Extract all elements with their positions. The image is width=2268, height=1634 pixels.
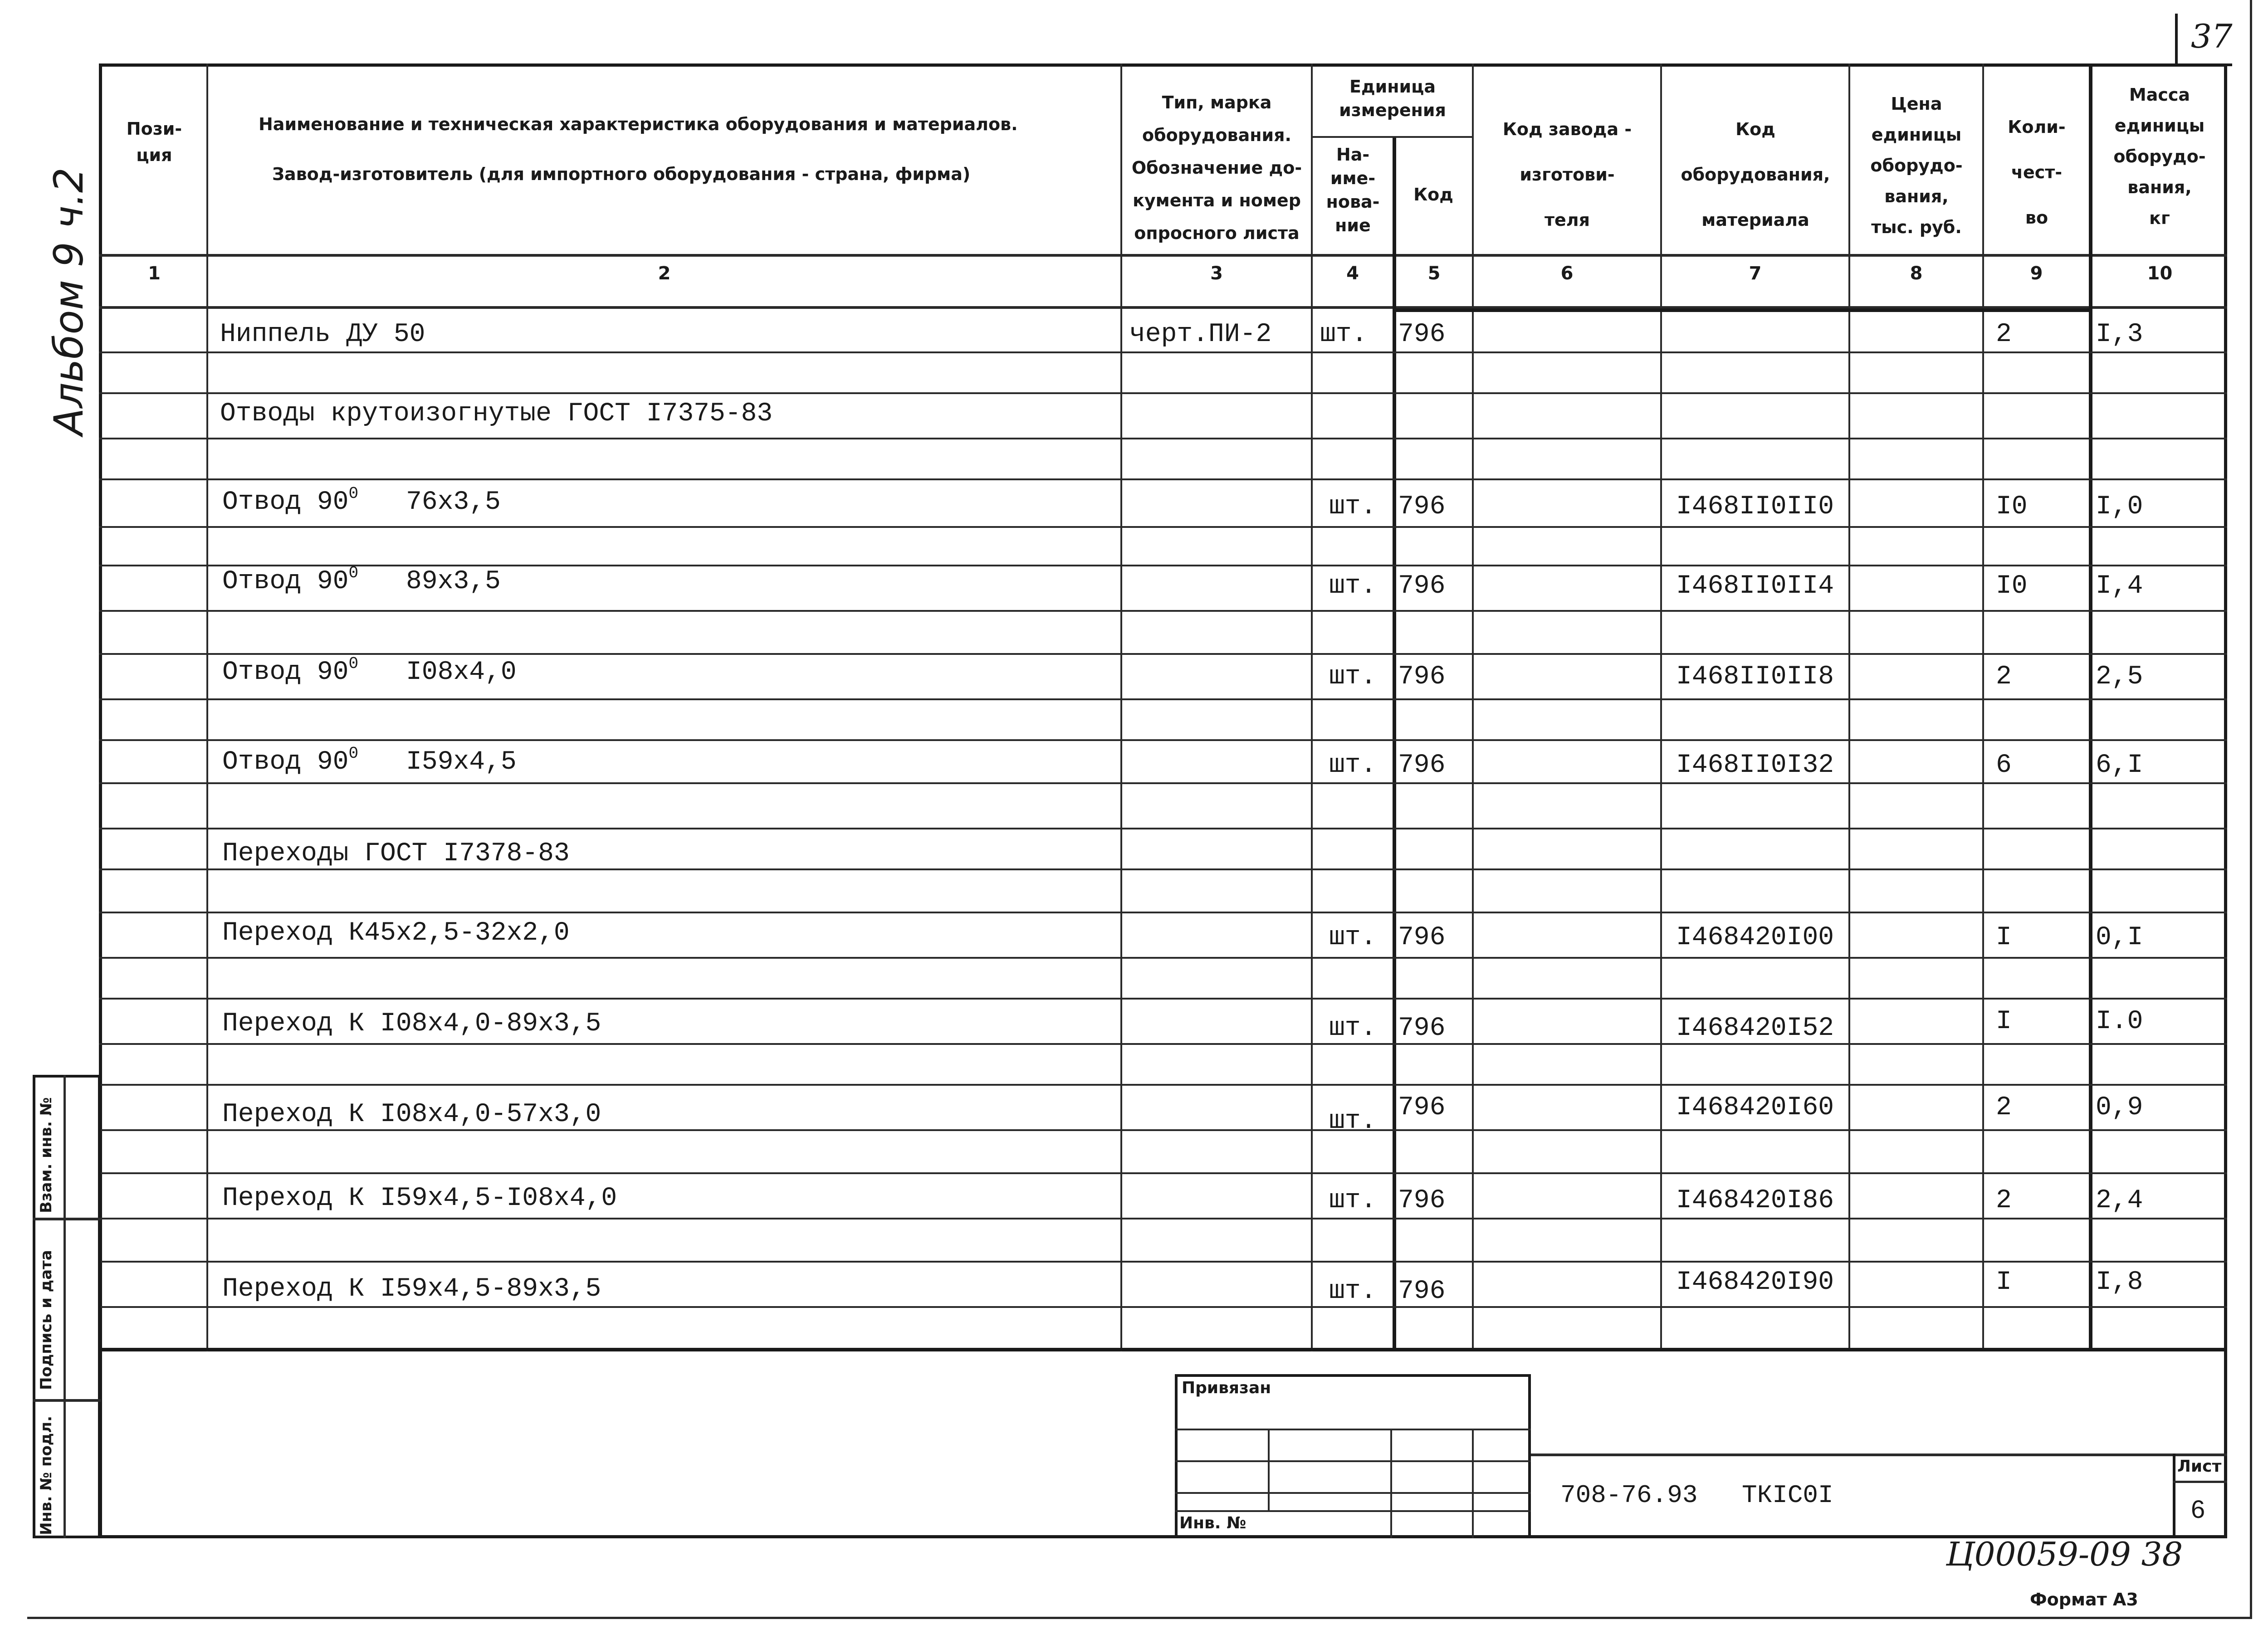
tied-col: [1390, 1429, 1392, 1538]
row-unit: шт.: [1329, 662, 1377, 692]
column-number: 9: [2030, 263, 2043, 284]
archive-number: Ц00059-09 38: [1946, 1535, 2183, 1573]
row-unit: шт.: [1329, 571, 1377, 601]
row-mass: 0,9: [2096, 1093, 2143, 1122]
row-qty: I: [1996, 923, 2012, 952]
header-name: Наименование и техническая характеристика оборудования и материалов.: [259, 114, 1018, 134]
row-unit-code: 796: [1398, 571, 1446, 601]
table-frame: [99, 63, 2227, 1351]
row-unit-code: 796: [1398, 1093, 1446, 1122]
header-material-code: Код оборудования, материала: [1681, 119, 1830, 230]
row-qty: 2: [1996, 320, 2012, 349]
row-line: [99, 1261, 2227, 1263]
doc-code: 708-76.93: [1560, 1481, 1698, 1510]
designation-top: [1531, 1454, 2227, 1456]
row-unit: шт.: [1329, 1186, 1377, 1215]
row-code: I468420I86: [1676, 1186, 1834, 1215]
header-type: Тип, марка оборудования. Обозначение до- кумента и номер опросного листа: [1131, 93, 1302, 243]
header-unit-name: На- име- нова- ние: [1326, 145, 1380, 235]
row-size: 76x3,5: [406, 488, 501, 517]
row-code: I468420I00: [1676, 923, 1834, 952]
row-line: [99, 1043, 2227, 1045]
row-qty: I0: [1996, 492, 2028, 522]
row-name-degree: 0: [348, 564, 359, 582]
row-size: 89x3,5: [406, 567, 501, 596]
row-name-text: Отвод 90: [222, 488, 349, 517]
row-mass: 2,4: [2096, 1186, 2143, 1215]
side-stamp-divider: [33, 1218, 101, 1220]
column-number: 5: [1427, 263, 1441, 284]
header-separator: [99, 254, 2227, 257]
row-unit: шт.: [1329, 923, 1377, 952]
row-name: Переходы ГОСТ I7378-83: [222, 839, 570, 868]
side-stamp-inner: [64, 1075, 66, 1538]
side-stamp-divider: [33, 1399, 101, 1402]
row-unit: шт.: [1329, 492, 1377, 522]
row-code: I468II0II4: [1676, 571, 1834, 601]
col-divider: [1120, 63, 1122, 1351]
format-label: Формат А3: [2030, 1590, 2138, 1610]
row-name: [222, 744, 359, 777]
row-line: [99, 912, 2227, 913]
header-qty: Коли- чест- во: [2008, 117, 2066, 228]
row-name: Переход К I08x4,0-89x3,5: [222, 1009, 601, 1039]
col-divider: [1660, 63, 1662, 1351]
row-mass: I,8: [2096, 1268, 2143, 1297]
header-price: Цена единицы оборудо- вания, тыс. руб.: [1870, 94, 1963, 237]
stamp-frame: [99, 1348, 2227, 1538]
column-number: 6: [1560, 263, 1574, 284]
row-line: [99, 1218, 2227, 1219]
tied-label: Привязан: [1182, 1379, 1271, 1397]
row-line: [99, 698, 2227, 700]
row-name: Переход К I59x4,5-I08x4,0: [222, 1184, 617, 1213]
col-divider: [1393, 136, 1396, 1351]
row-code: I468II0I32: [1676, 751, 1834, 780]
header-manufacturer: Завод-изготовитель (для импортного оборудования - страна, фирма): [272, 164, 971, 184]
side-stamp-original-inv: Инв. № подл.: [37, 1415, 55, 1535]
row-qty: I0: [1996, 571, 2028, 601]
header-factory-code: Код завода - изготови- теля: [1502, 119, 1632, 230]
row-mass: I.0: [2096, 1007, 2143, 1036]
row-mass: I,0: [2096, 492, 2143, 522]
row-mass: I,4: [2096, 571, 2143, 601]
row-line: [99, 868, 2227, 870]
row-unit-code: 796: [1398, 492, 1446, 522]
column-number: 8: [1910, 263, 1923, 284]
row-line: [99, 478, 2227, 480]
row-mass: 2,5: [2096, 662, 2143, 692]
sheet-right-edge: [2250, 0, 2252, 1619]
col-divider: [206, 63, 208, 1351]
row-name: Переход К I08x4,0-57x3,0: [222, 1100, 601, 1129]
data-outline-top: [1393, 308, 2092, 312]
row-line: [99, 565, 2227, 566]
row-line: [99, 610, 2227, 612]
row-line: [99, 828, 2227, 829]
row-code: I468420I52: [1676, 1014, 1834, 1043]
row-unit: шт.: [1329, 1277, 1377, 1306]
row-qty: 2: [1996, 1093, 2012, 1122]
tied-col: [1268, 1429, 1270, 1510]
row-unit: шт.: [1320, 320, 1368, 349]
row-name-text: Отвод 90: [222, 567, 349, 596]
row-size: I08x4,0: [406, 658, 517, 687]
row-qty: 2: [1996, 1186, 2012, 1215]
row-mass: 6,I: [2096, 751, 2143, 780]
side-stamp-signature: Подпись и дата: [37, 1250, 55, 1390]
doc-mark: ТКIС0I: [1742, 1481, 1833, 1510]
row-name-text: Отвод 90: [222, 747, 349, 777]
row-line: [99, 957, 2227, 959]
row-name: Отводы крутоизогнутые ГОСТ I7375-83: [220, 399, 773, 429]
col-divider: [1982, 63, 1984, 1351]
row-doc: черт.ПИ-2: [1129, 320, 1272, 349]
row-name-text: Отвод 90: [222, 658, 349, 687]
row-code: I468420I90: [1676, 1268, 1834, 1297]
unit-group-line: [1311, 136, 1472, 138]
row-mass: 0,I: [2096, 923, 2143, 952]
row-line: [99, 1306, 2227, 1308]
row-unit-code: 796: [1398, 1277, 1446, 1306]
col-divider: [2089, 63, 2092, 1351]
row-line: [99, 438, 2227, 439]
row-name: [222, 484, 359, 517]
row-qty: I: [1996, 1007, 2012, 1036]
sheet-number: 6: [2191, 1495, 2205, 1523]
row-line: [99, 351, 2227, 353]
row-name: Переход К45x2,5-32x2,0: [222, 918, 570, 948]
sheet-box-line: [2173, 1481, 2227, 1483]
row-line: [99, 392, 2227, 394]
column-number: 10: [2147, 263, 2173, 284]
row-line: [99, 1172, 2227, 1174]
header-unit-code: Код: [1413, 185, 1453, 205]
row-qty: 2: [1996, 662, 2012, 692]
row-unit-code: 796: [1398, 662, 1446, 692]
sheet-bottom-edge: [27, 1617, 2252, 1619]
row-unit-code: 796: [1398, 1186, 1446, 1215]
header-position: Пози- ция: [126, 119, 182, 165]
row-line: [99, 998, 2227, 1000]
tied-line: [1175, 1460, 1531, 1462]
row-line: [99, 1129, 2227, 1131]
row-unit: шт.: [1329, 1107, 1377, 1136]
row-code: I468II0II0: [1676, 492, 1834, 522]
row-line: [99, 739, 2227, 741]
column-number: 7: [1749, 263, 1762, 284]
column-number: 4: [1346, 263, 1359, 284]
row-qty: I: [1996, 1268, 2012, 1297]
row-name-degree: 0: [348, 484, 359, 503]
tied-col: [1472, 1429, 1474, 1538]
sheet-corner-number: 37: [2191, 17, 2233, 55]
album-label: Альбом 9 ч.2: [45, 167, 92, 435]
row-unit: шт.: [1329, 1014, 1377, 1043]
row-code: I468420I60: [1676, 1093, 1834, 1122]
row-line: [99, 782, 2227, 784]
tied-line: [1175, 1510, 1531, 1512]
sheet-label: Лист: [2177, 1457, 2222, 1476]
row-unit-code: 796: [1398, 320, 1446, 349]
row-qty: 6: [1996, 751, 2012, 780]
row-unit-code: 796: [1398, 923, 1446, 952]
row-line: [99, 1084, 2227, 1086]
column-number: 2: [658, 263, 671, 284]
column-number: 3: [1210, 263, 1223, 284]
row-name: [222, 564, 359, 596]
column-number: 1: [148, 263, 161, 284]
header-unit-group: Единица измерения: [1339, 77, 1446, 120]
tied-line: [1175, 1492, 1531, 1494]
row-unit: шт.: [1329, 751, 1377, 780]
row-name: Ниппель ДУ 50: [220, 320, 425, 349]
row-unit-code: 796: [1398, 1014, 1446, 1043]
row-line: [99, 526, 2227, 528]
col-divider: [1311, 63, 1313, 1351]
side-stamp-replace-inv: Взам. инв. №: [37, 1097, 55, 1213]
row-name-degree: 0: [348, 744, 359, 763]
row-code: I468II0II8: [1676, 662, 1834, 692]
row-name: [222, 654, 359, 687]
row-name-degree: 0: [348, 654, 359, 673]
col-divider: [1848, 63, 1850, 1351]
inv-label: Инв. №: [1179, 1514, 1246, 1532]
col-divider: [1472, 63, 1474, 1351]
row-size: I59x4,5: [406, 747, 517, 777]
row-name: Переход К I59x4,5-89x3,5: [222, 1274, 601, 1304]
row-mass: I,3: [2096, 320, 2143, 349]
header-mass: Масса единицы оборудо- вания, кг: [2113, 85, 2206, 228]
row-unit-code: 796: [1398, 751, 1446, 780]
row-line: [99, 653, 2227, 655]
tied-line: [1175, 1429, 1531, 1430]
